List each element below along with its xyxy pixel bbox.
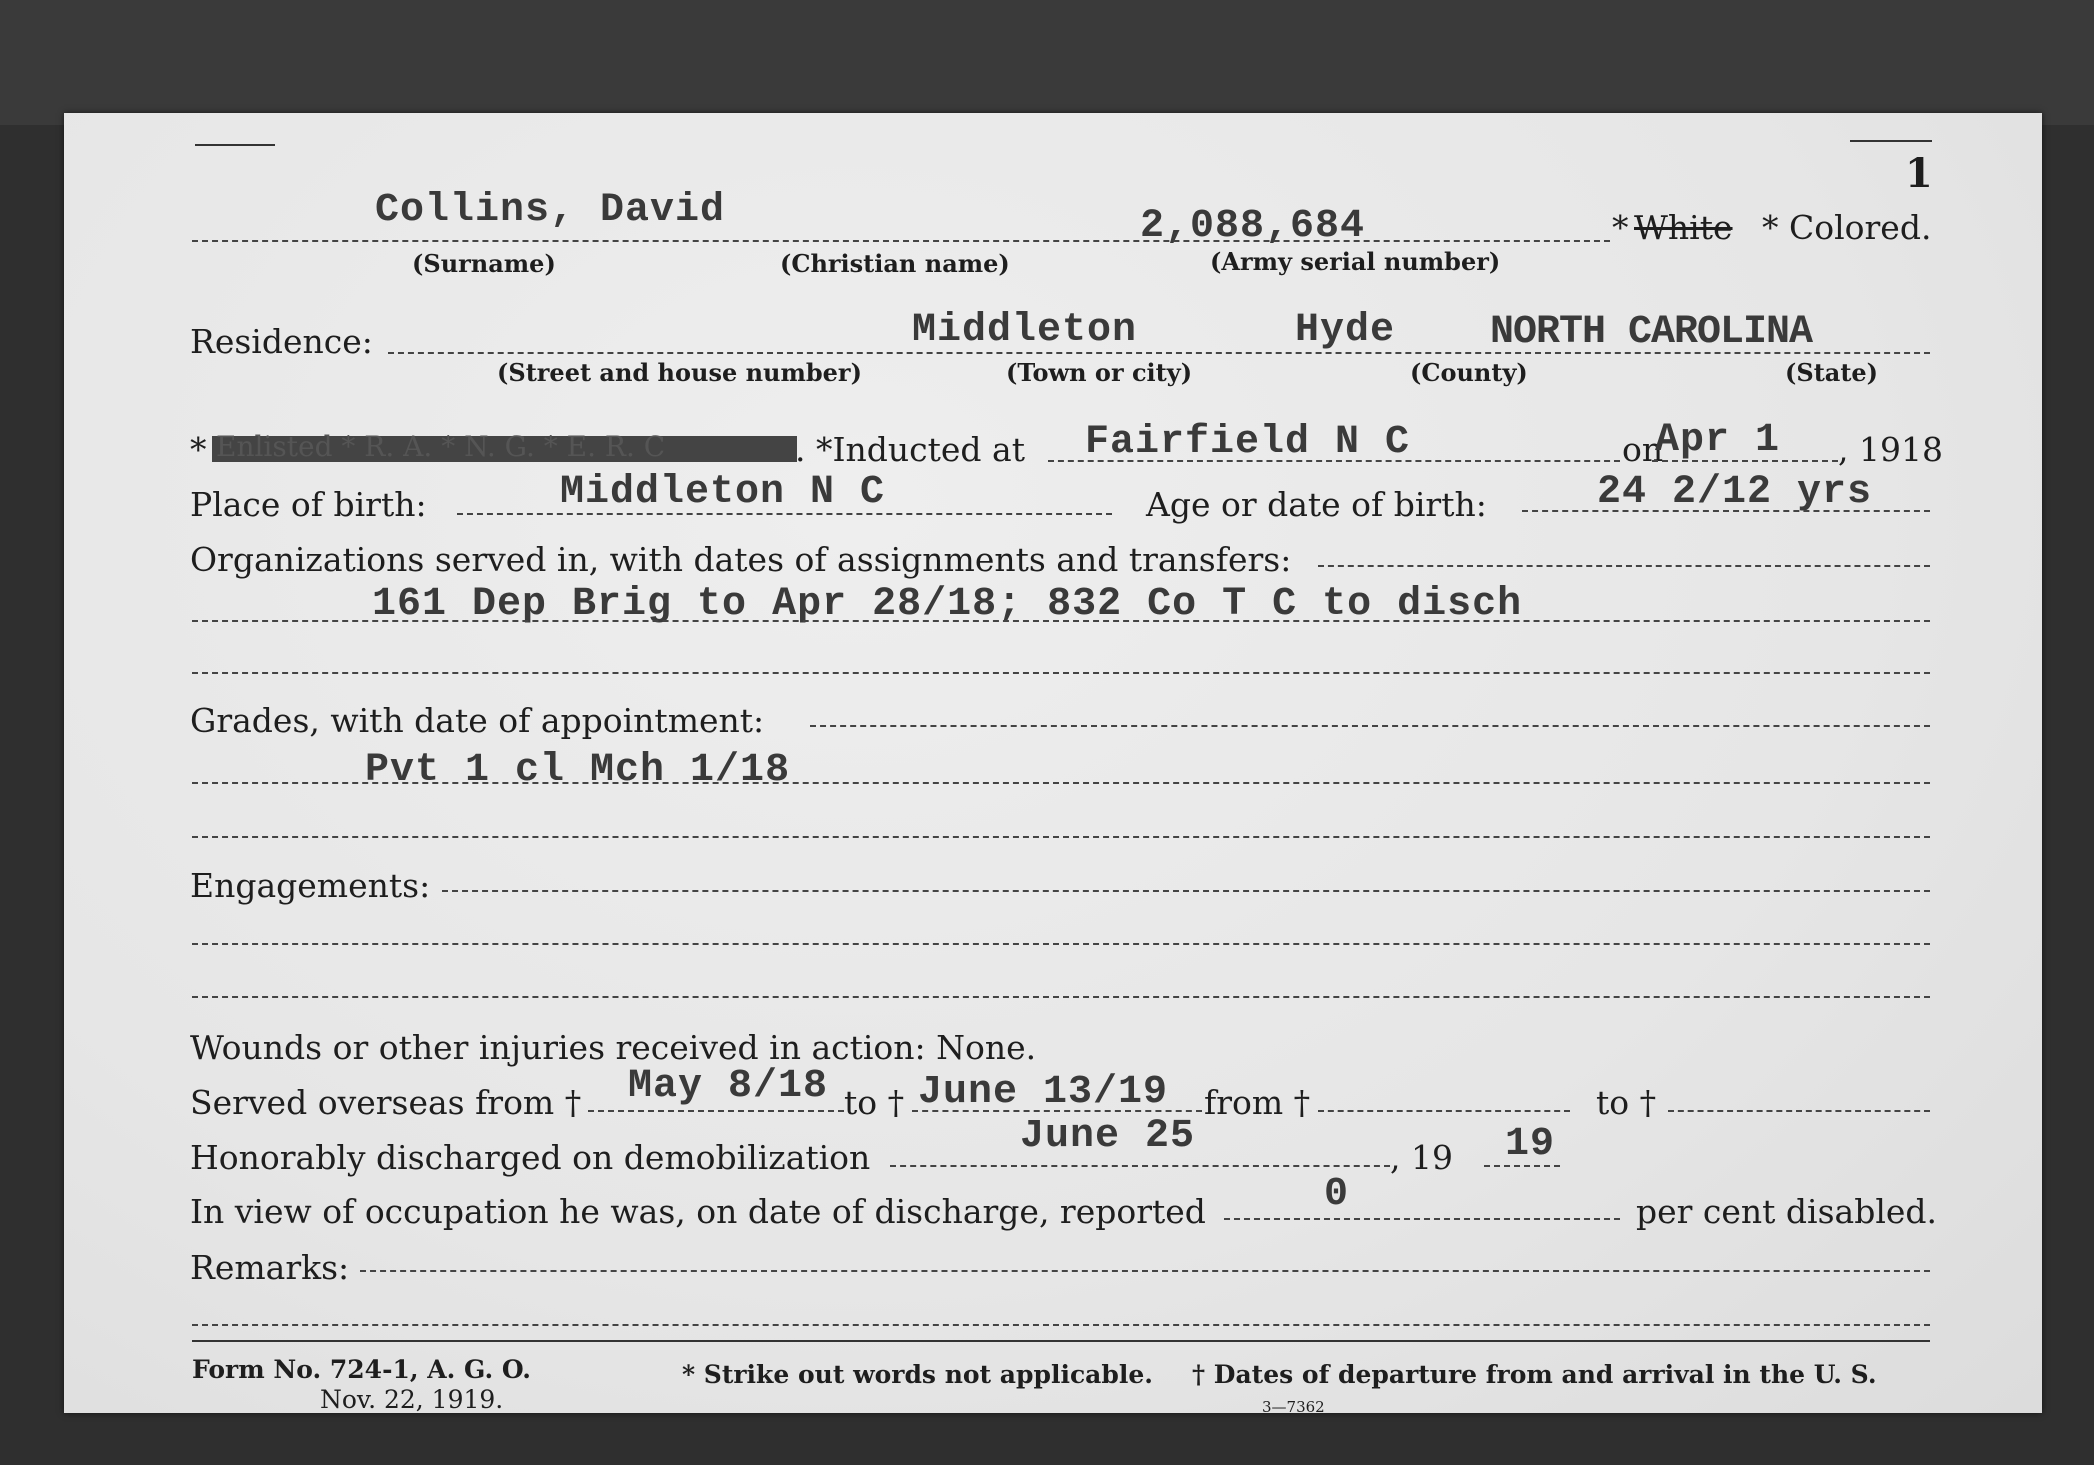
top-right-rule (1850, 140, 1932, 142)
county-caption: (County) (1410, 358, 1528, 387)
residence-line (388, 352, 1930, 354)
induction-star: * (190, 430, 207, 469)
discharge-year-prefix: , 19 (1390, 1138, 1453, 1177)
street-caption: (Street and house number) (497, 358, 862, 387)
grades-value: Pvt 1 cl Mch 1/18 (365, 748, 791, 793)
disability-line (1224, 1218, 1620, 1220)
age-value: 24 2/12 yrs (1597, 470, 1873, 515)
grades-line-3 (192, 836, 1930, 838)
christian-caption: (Christian name) (780, 249, 1010, 278)
footer-rule (192, 1340, 1930, 1342)
discharge-label: Honorably discharged on demobilization (190, 1138, 871, 1177)
surname-value: Collins, David (375, 188, 726, 233)
form-number: Form No. 724-1, A. G. O. (192, 1355, 531, 1384)
organizations-value: 161 Dep Brig to Apr 28/18; 832 Co T C to disch (372, 582, 1523, 627)
overseas-to-value: June 13/19 (918, 1070, 1169, 1115)
induction-date-value: Apr 1 (1655, 418, 1781, 463)
overseas-to2-line (1668, 1110, 1930, 1112)
engagements-label: Engagements: (190, 866, 431, 905)
overseas-to2-label: to † (1596, 1083, 1657, 1122)
age-line (1522, 510, 1930, 512)
organizations-line-2 (192, 620, 1930, 622)
enlisted-struck-text: Enlisted * R. A. * N. G. * E. R. C (216, 430, 666, 463)
engagements-line-3 (192, 996, 1930, 998)
top-left-rule (195, 144, 275, 146)
strike-out-note: * Strike out words not applicable. (682, 1360, 1153, 1389)
race-white: White (1634, 208, 1733, 247)
grades-line-2 (192, 782, 1930, 784)
birthplace-value: Middleton N C (560, 470, 886, 515)
residence-label: Residence: (190, 322, 373, 361)
disability-label: In view of occupation he was, on date of discharge, reported (190, 1192, 1206, 1231)
organizations-label: Organizations served in, with dates of assignments and transfers: (190, 540, 1292, 579)
age-label: Age or date of birth: (1146, 485, 1487, 524)
remarks-line-2 (192, 1324, 1930, 1326)
grades-line-1 (810, 725, 1930, 727)
overseas-from-line (588, 1110, 844, 1112)
overseas-from-value: May 8/18 (628, 1064, 829, 1109)
remarks-label: Remarks: (190, 1248, 350, 1287)
discharge-year-value: 19 (1505, 1122, 1556, 1167)
name-line (192, 240, 1610, 242)
disability-value: 0 (1324, 1172, 1350, 1217)
overseas-label: Served overseas from † (190, 1083, 582, 1122)
wounds-label: Wounds or other injuries received in action: None. (190, 1028, 1037, 1067)
overseas-from2-line (1318, 1110, 1570, 1112)
engagements-line-2 (192, 943, 1930, 945)
birthplace-line (457, 513, 1112, 515)
state-caption: (State) (1785, 358, 1879, 387)
on-label: on (1622, 430, 1664, 469)
scan-background (0, 0, 2094, 125)
discharge-date-line (890, 1165, 1390, 1167)
town-value: Middleton (912, 308, 1138, 353)
disability-suffix: per cent disabled. (1636, 1192, 1938, 1231)
form-date: Nov. 22, 1919. (320, 1385, 504, 1414)
card-number: 1 (1905, 150, 1933, 197)
induction-year: , 1918 (1838, 430, 1943, 469)
overseas-to-line (912, 1110, 1202, 1112)
overseas-from2-label: from † (1204, 1083, 1311, 1122)
county-value: Hyde (1295, 308, 1396, 353)
induction-date-line (1652, 460, 1838, 462)
town-caption: (Town or city) (1006, 358, 1193, 387)
inducted-label: . *Inducted at (795, 430, 1025, 469)
birthplace-label: Place of birth: (190, 485, 427, 524)
race-colored: * Colored. (1762, 208, 1932, 247)
grades-label: Grades, with date of appointment: (190, 701, 765, 740)
inducted-value: Fairfield N C (1085, 420, 1411, 465)
state-value: NORTH CAROLINA (1490, 310, 1813, 355)
remarks-line-1 (360, 1270, 1930, 1272)
surname-caption: (Surname) (412, 249, 556, 278)
serial-value: 2,088,684 (1140, 204, 1366, 249)
engagements-line-1 (442, 890, 1930, 892)
serial-caption: (Army serial number) (1210, 247, 1501, 276)
inducted-line (1048, 460, 1620, 462)
print-code: 3—7362 (1262, 1398, 1325, 1416)
organizations-line-1 (1318, 565, 1930, 567)
race-prefix: * (1612, 208, 1629, 247)
discharge-year-line (1484, 1165, 1560, 1167)
organizations-line-3 (192, 672, 1930, 674)
discharge-date-value: June 25 (1020, 1114, 1196, 1159)
overseas-to-label: to † (844, 1083, 905, 1122)
dates-note: † Dates of departure from and arrival in the U. S. (1192, 1360, 1877, 1389)
